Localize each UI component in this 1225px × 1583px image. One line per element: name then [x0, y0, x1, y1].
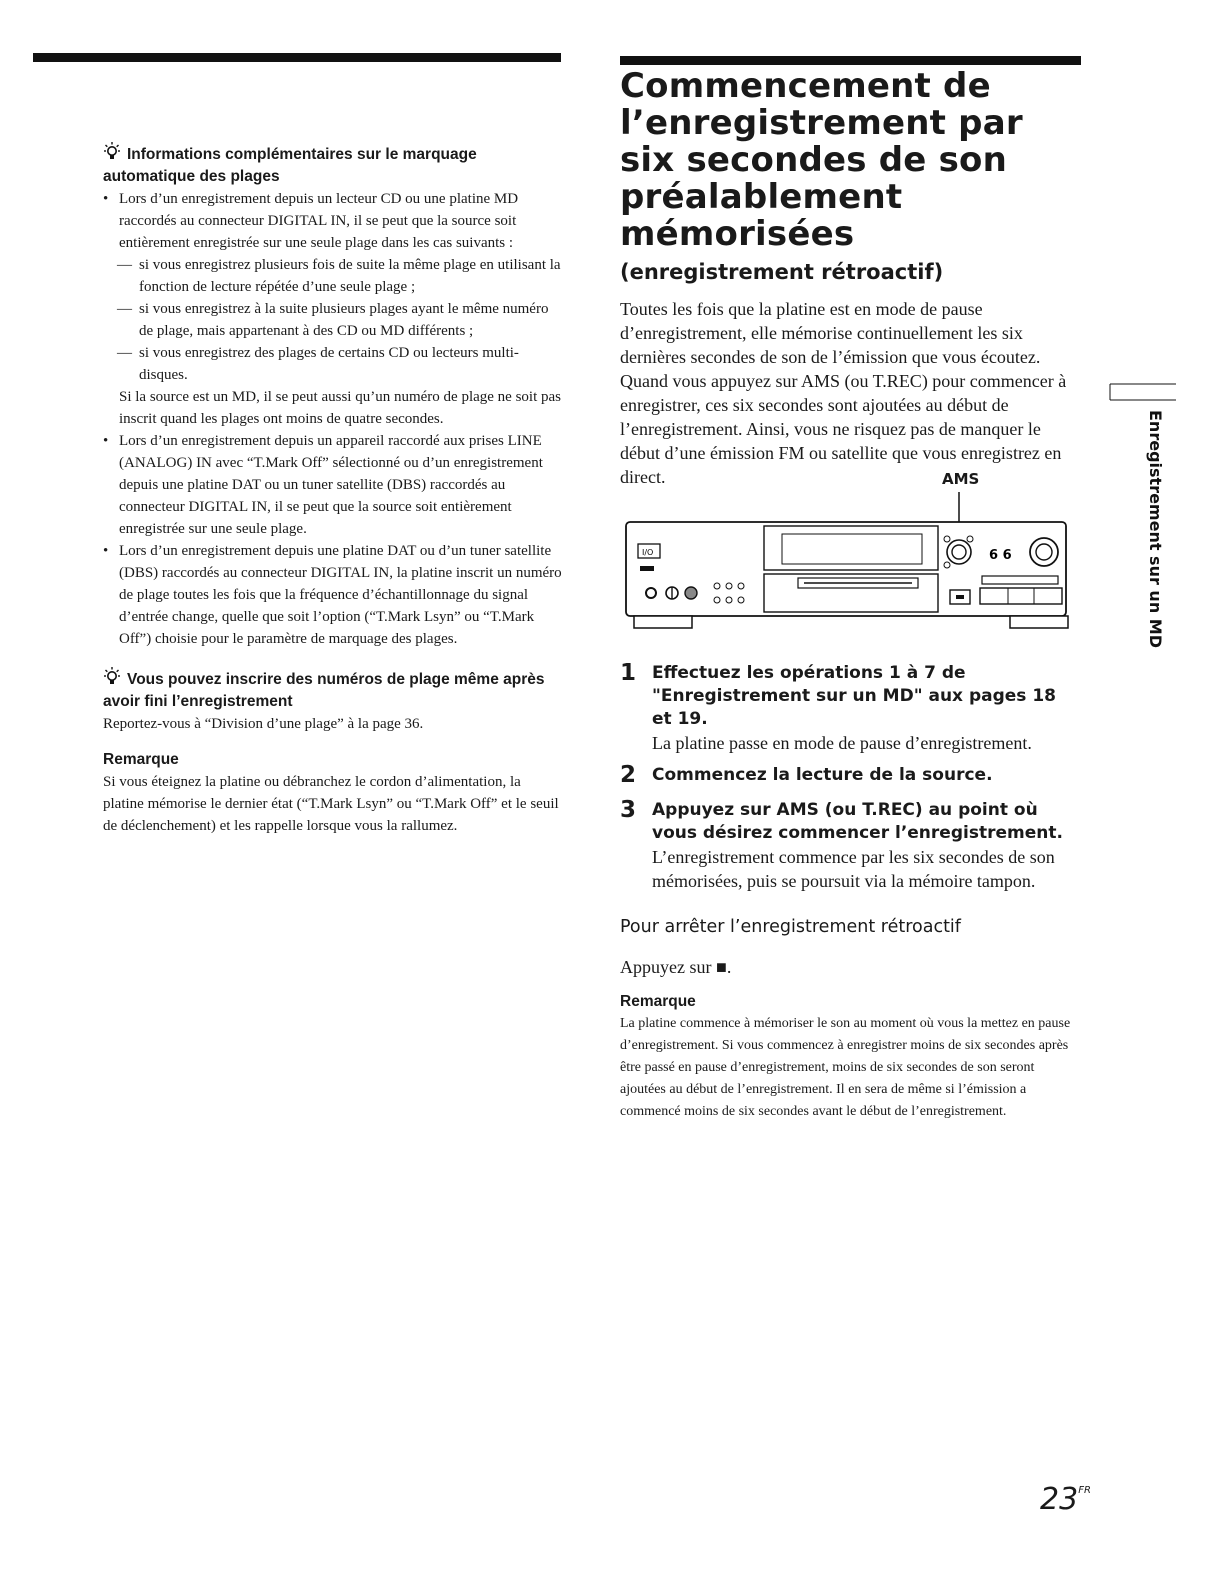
- page-number-suffix: FR: [1078, 1485, 1091, 1496]
- step-3: [620, 799, 1080, 893]
- right-remark-heading: Remarque: [620, 992, 696, 1010]
- left-top-rule: [33, 53, 561, 62]
- step-text: L’enregistrement commence par les six secondes de son mémorisées, puis se poursuit via la mémoire tampon.: [652, 847, 1055, 891]
- tip2-heading: Vous pouvez inscrire des numéros de plage même après avoir fini l’enregistrement: [103, 666, 563, 713]
- side-tab-bracket: [1106, 382, 1186, 402]
- left-remark-text: Si vous éteignez la platine ou débranchez le cordon d’alimentation, la platine mémorise le dernier état (“T.Mark Lsyn” ou “T.Mark Off” et le seuil de déclenchement) et les rappelle lorsque vous la rallumez.: [103, 774, 559, 834]
- step-heading: Commencez la lecture de la source.: [652, 765, 993, 785]
- lightbulb-icon: [103, 666, 121, 688]
- tip2-text: Reportez-vous à “Division d’une plage” à la page 36.: [103, 716, 424, 732]
- step-number: 3: [620, 797, 637, 823]
- tip1-dash-2: — si vous enregistrez à la suite plusieurs plages ayant le même numéro de plage, mais appartenant à des CD ou MD différents ;: [117, 301, 549, 339]
- step-heading: Effectuez les opérations 1 à 7 de "Enregistrement sur un MD" aux pages 18 et 19.: [652, 663, 1056, 729]
- tip1-bullet-3: • Lors d’un enregistrement depuis une platine DAT ou d’un tuner satellite (DBS) raccordés au connecteur DIGITAL IN, la platine inscrit un numéro de plage toutes les fois que la fréquence d’échantillonnage du signal d’entrée change, quelle que soit l’option (“T.Mark Lsyn” ou “T.Mark Off”) choisie pour le paramètre de marquage des plages.: [103, 540, 563, 650]
- tip1-dash-1: — si vous enregistrez plusieurs fois de suite la même plage en utilisant la fonction de lecture répétée d’une seule plage ;: [117, 257, 561, 295]
- svg-text:6 6: 6 6: [989, 548, 1012, 563]
- step-2: [620, 764, 1080, 787]
- left-remark-heading: Remarque: [103, 751, 179, 768]
- intro-paragraph: Toutes les fois que la platine est en mode de pause d’enregistrement, elle mémorise continuellement les six dernières secondes de son de l’émission que vous écoutez. Quand vous appuyez sur AMS (ou T.REC) pour commencer à enregistrer, ces six secondes sont ajoutées au début de l’enregistrement. Ainsi, vous ne risquez pas de manquer le début d’une émission FM ou satellite que vous enregistrez en direct.: [620, 299, 1067, 487]
- tip1-bullet-2: • Lors d’un enregistrement depuis un appareil raccordé aux prises LINE (ANALOG) IN avec “T.Mark Off” sélectionné ou d’un enregistrement depuis une platine DAT ou un tuner satellite (DBS) raccordés au connecteur DIGITAL IN, il se peut que la source soit entièrement enregistrée sur une seule plage.: [103, 430, 563, 540]
- tip1-heading: Informations complémentaires sur le marquage automatique des plages: [103, 141, 563, 188]
- step-number: 2: [620, 762, 637, 788]
- left-column: [103, 141, 563, 837]
- tip1-dash-3: — si vous enregistrez des plages de certains CD ou lecteurs multi-disques.: [117, 345, 519, 383]
- minidisc-deck-illustration: [620, 468, 1080, 638]
- page-number: $23^{FR}$: [1040, 1482, 1091, 1517]
- step-number: 1: [620, 660, 637, 686]
- tip1-bullet-1: • Lors d’un enregistrement depuis un lecteur CD ou une platine MD raccordés au connecteur DIGITAL IN, il se peut que la source soit entièrement enregistrée sur une seule plage dans les cas suivants :: [103, 188, 563, 254]
- stop-text: Appuyez sur ■.: [620, 956, 732, 977]
- right-column: [620, 68, 1082, 489]
- side-tab-label: Enregistrement sur un MD: [1146, 410, 1165, 648]
- step-heading: Appuyez sur AMS (ou T.REC) au point où vous désirez commencer l’enregistrement.: [652, 800, 1063, 843]
- right-remark-text: La platine commence à mémoriser le son au moment où vous la mettez en pause d’enregistrement. Si vous commencez à enregistrer moins de six secondes après être passé en pause d’enregistrement, moins de six secondes de son seront ajoutées au début de l’enregistrement. Il en sera de même si l’émission a commencé moins de six secondes avant le début de l’enregistrement.: [620, 1015, 1071, 1119]
- page-subtitle: (enregistrement rétroactif): [620, 260, 944, 284]
- figure-label-ams: AMS: [942, 470, 980, 488]
- step-text: La platine passe en mode de pause d’enregistrement.: [652, 733, 1032, 753]
- stop-heading: Pour arrêter l’enregistrement rétroactif: [620, 917, 961, 937]
- device-figure: [620, 468, 1080, 638]
- step-1: [620, 662, 1080, 755]
- tip1-note: Si la source est un MD, il se peut aussi qu’un numéro de plage ne soit pas inscrit quand les plages ont moins de quatre secondes.: [119, 389, 562, 427]
- svg-text:I/O: I/O: [642, 548, 654, 557]
- steps-list: [620, 662, 1080, 1123]
- lightbulb-icon: [103, 141, 121, 163]
- page-title: Commencement de l’enregistrement par six secondes de son préalablement mémorisées: [620, 66, 1023, 254]
- right-top-rule: [620, 56, 1081, 65]
